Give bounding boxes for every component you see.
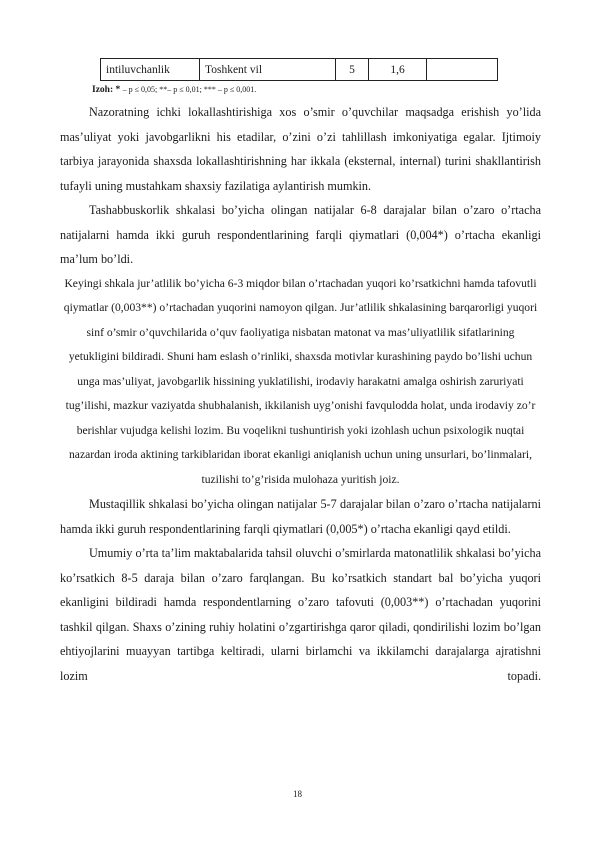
paragraph-initiative: Tashabbuskorlik shkalasi bo’yicha olingan natijalar 6-8 darajalar bilan o’zaro o’rtacha natijalarni hamda ikki guruh respondentlarining farqli qiymatlari (0,004*) o’rtacha ekanligi ma’lum bo’ldi. <box>60 203 541 266</box>
paragraph-courage: Keyingi shkala jur’atlilik bo’yicha 6-3 miqdor bilan o’rtachadan yuqori ko’rsatkichni hamda tafovutli qiymatlar (0,003**) o’rtachadan yuqorini namoyon qilgan. Jur’atlilik shkalasining barqarorligi yuqori sinf o’smir o’quvchilarida o’quv faoliyatiga nisbatan matonat va mas’uliyatlilik sifatlarining yetukligini bildiradi. Shuni ham eslash o’rinliki, shaxsda motivlar kurashining paydo bo’lishi uchun unga mas’uliyat, javobgarlik hissining yuklatilishi, irodaviy harakatni amalga oshirish zaruriyati tug’ilishi, mazkur vaziyatda shubhalanish, ikkilanish uyg’onishi favqulodda holat, unda irodaviy zo’r berishlar vujudga kelishi lozim. Bu voqelikni tushuntirish yoki izohlash uchun psixologik nuqtai nazardan iroda aktining tarkiblaridan iborat ekanligi aniqlanish uchun uning unsurlari, bo’linmalari, tuzilishi to’g’risida mulohaza yuritish joiz. <box>63 276 538 486</box>
table-note <box>92 85 256 95</box>
paragraph-independence: Mustaqillik shkalasi bo’yicha olingan natijalar 5-7 darajalar bilan o’zaro o’rtacha natijalarni hamda ikki guruh respondentlarining farqli qiymatlari (0,005*) o’rtacha ekanligi qayd etildi. <box>60 497 541 536</box>
table-row <box>101 59 498 81</box>
paragraph-locus-of-control: Nazoratning ichki lokallashtirishiga xos o’smir o’quvchilar maqsadga erishish yo’lida mas’uliyat yoki javobgarlikni his etadilar, o’zini o’zi tahlillash imkoniyatiga egalar. Ijtimoiy tarbiya jarayonida shaxsda lokallashtirishning har ikkala (eksternal, internal) turini shakllantirish tufayli uning mustahkam shaxsiy fazilatiga aylantirish mumkin. <box>60 105 541 193</box>
table-cell-mean: 1,6 <box>369 59 427 81</box>
results-table <box>100 58 498 81</box>
paragraph-perseverance: Umumiy o’rta ta’lim maktabalarida tahsil oluvchi o’smirlarda matonatlilik shkalasi bo’yicha ko’rsatkich 8-5 daraja bilan o’zaro farqlangan. Bu ko’rsatkich standart bal bo’yicha yuqori ekanligini bildiradi hamda respondentlarning o’zaro tafovuti (0,003**) o’rtachadan yuqorini tashkil qilgan. Shaxs o’zining ruhiy holatini o’zgartirishga qaror qiladi, qondirilishi lozim bo’lgan ehtiyojlarini muayyan tartibga keltiradi, ularni birlamchi va ikkilamchi darajalarga ajratishni lozim topadi. <box>60 546 541 683</box>
table-note-text: – p ≤ 0,05; **– p ≤ 0,01; *** – p ≤ 0,001. <box>122 85 257 94</box>
body-text <box>60 100 541 688</box>
table-note-label: Izoh: * <box>92 85 123 95</box>
table-cell-scale: intiluvchanlik <box>101 59 200 81</box>
table-cell-significance <box>427 59 498 81</box>
table-cell-value: 5 <box>336 59 369 81</box>
page-number: 18 <box>293 789 302 799</box>
table-cell-region: Toshkent vil <box>200 59 336 81</box>
